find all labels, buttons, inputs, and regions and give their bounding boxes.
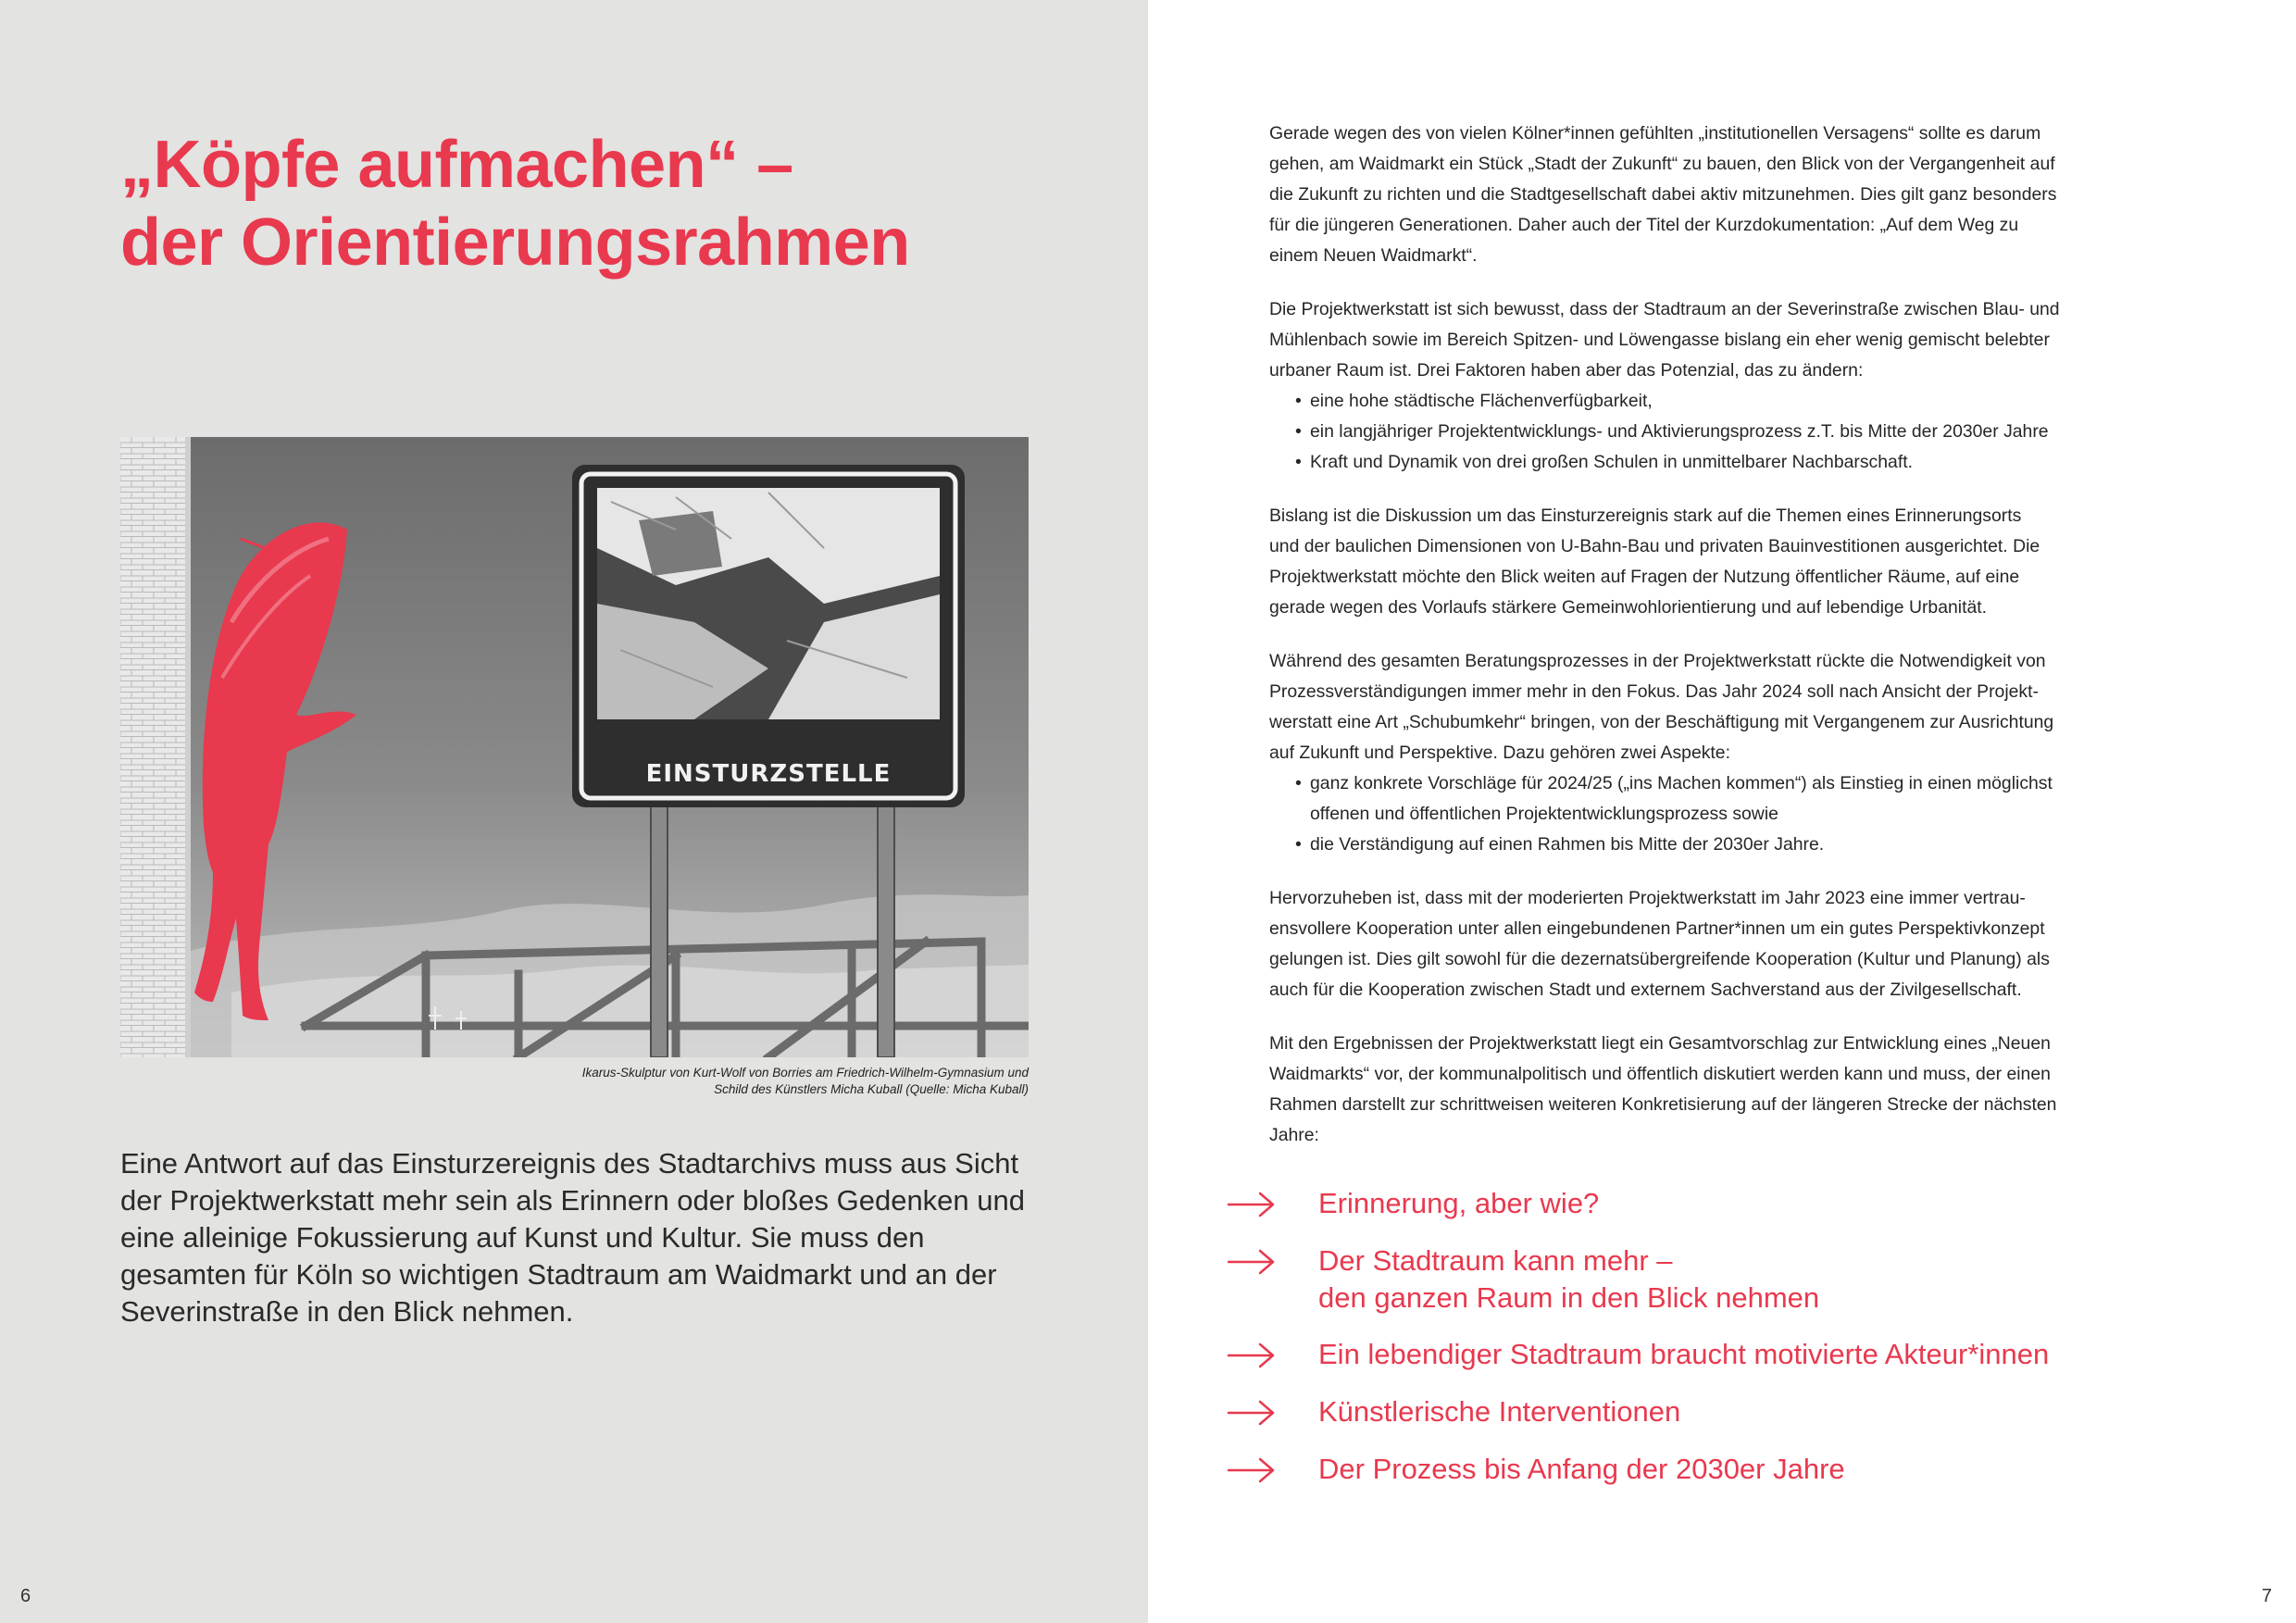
list-item-text: Kraft und Dynamik von drei großen Schulen in unmittelbarer Nachbarschaft. (1310, 452, 1913, 472)
agenda-item-label (1318, 1242, 1819, 1317)
text-line: gelungen ist. Dies gilt sowohl für die dezernatsübergreifende Kooperation (Kultur und Planung) als (1269, 949, 2050, 969)
text-line: Prozessverständigungen immer mehr in den Fokus. Das Jahr 2024 soll nach Ansicht der Projekt- (1269, 681, 2039, 702)
list-item-text: ein langjähriger Projektentwicklungs- und Aktivierungsprozess z.T. bis Mitte der 2030er Jahre (1310, 421, 2049, 442)
agenda-item-label (1318, 1393, 1680, 1430)
agenda-item (1227, 1185, 2245, 1223)
bullet-list (1269, 768, 2180, 860)
text-line: Waidmarkts“ vor, der kommunalpolitisch und öffentlich diskutiert werden kann und muss, der einen (1269, 1064, 2051, 1084)
agenda-item (1227, 1336, 2245, 1374)
agenda-line: Ein lebendiger Stadtraum braucht motivierte Akteur*innen (1318, 1338, 2050, 1370)
paragraph-2 (1269, 294, 2180, 478)
caption-line-2: Schild des Künstlers Micha Kuball (Quelle: Micha Kuball) (714, 1082, 1029, 1096)
title-line-2: der Orientierungsrahmen (120, 206, 910, 280)
text-line: ensvollere Kooperation unter allen eingebundenen Partner*innen um ein gutes Perspektivkonzept (1269, 918, 2045, 939)
text-line: und der baulichen Dimensionen von U-Bahn-Bau und privaten Bauinvestitionen ausgerichtet. Die (1269, 536, 2040, 556)
agenda-item-label (1318, 1185, 1599, 1222)
agenda-list (1227, 1185, 2245, 1508)
photo-sculpture-and-sign (120, 437, 1029, 1057)
list-item (1269, 447, 2180, 478)
list-item-text: ganz konkrete Vorschläge für 2024/25 („ins Machen kommen“) als Einstieg in einen möglichst (1310, 773, 2053, 793)
text-line: Hervorzuheben ist, dass mit der moderierten Projektwerkstatt im Jahr 2023 eine immer vertrau- (1269, 888, 2026, 908)
list-item (1269, 768, 2180, 830)
text-line: auch für die Kooperation zwischen Stadt und externem Sachverstand aus der Zivilgesellschaft. (1269, 980, 2022, 1000)
arrow-right-icon (1227, 1337, 1277, 1374)
agenda-item-label (1318, 1451, 1845, 1488)
list-item (1269, 830, 2180, 860)
paragraph-4 (1269, 646, 2180, 860)
text-line: Gerade wegen des von vielen Kölner*innen gefühlten „institutionellen Versagens“ sollte es darum (1269, 123, 2041, 144)
agenda-item (1227, 1242, 2245, 1317)
text-line: Bislang ist die Diskussion um das Einsturzereignis stark auf die Themen eines Erinnerungsorts (1269, 506, 2022, 526)
bullet-icon: • (1295, 773, 1302, 793)
paragraph-6 (1269, 1029, 2180, 1151)
text-line: werstatt eine Art „Schubumkehr“ bringen, von der Beschäftigung mit Vergangenem zur Ausrichtung (1269, 712, 2054, 732)
list-item-text: die Verständigung auf einen Rahmen bis Mitte der 2030er Jahre. (1310, 834, 1825, 855)
agenda-item (1227, 1393, 2245, 1431)
list-item-text: offenen und öffentlichen Projektentwicklungsprozess sowie (1310, 804, 1778, 824)
text-line: Die Projektwerkstatt ist sich bewusst, dass der Stadtraum an der Severinstraße zwischen Blau- und (1269, 299, 2060, 319)
agenda-line: Der Stadtraum kann mehr – (1318, 1244, 1673, 1277)
list-item (1269, 417, 2180, 447)
text-line: gehen, am Waidmarkt ein Stück „Stadt der Zukunft“ zu bauen, den Blick von der Vergangenheit auf (1269, 154, 2055, 174)
text-line: Während des gesamten Beratungsprozesses in der Projektwerkstatt rückte die Notwendigkeit von (1269, 651, 2046, 671)
arrow-right-icon (1227, 1394, 1277, 1431)
text-line: einem Neuen Waidmarkt“. (1269, 245, 1478, 266)
bullet-icon: • (1295, 421, 1302, 442)
paragraph-1 (1269, 119, 2180, 271)
text-line: Mühlenbach sowie im Bereich Spitzen- und Löwengasse bislang ein eher wenig gemischt belebter (1269, 330, 2050, 350)
text-line: auf Zukunft und Perspektive. Dazu gehören zwei Aspekte: (1269, 743, 1730, 763)
page-number-left: 6 (20, 1586, 31, 1606)
text-line: Projektwerkstatt möchte den Blick weiten auf Fragen der Nutzung öffentlicher Räume, auf eine (1269, 567, 2020, 587)
agenda-line: den ganzen Raum in den Blick nehmen (1318, 1281, 1820, 1314)
lead-paragraph: Eine Antwort auf das Einsturzereignis des Stadtarchivs muss aus Sicht der Projektwerkstatt mehr sein als Erinnern oder bloßes Gedenken und eine alleinige Fokussierung auf Kunst und Kultur. Sie muss den gesamten für Köln so wichtigen Stadtraum am Waidmarkt und an der Severinstraße in den Blick nehmen. (120, 1147, 1025, 1328)
bullet-icon: • (1295, 391, 1302, 411)
agenda-item (1227, 1451, 2245, 1489)
body-text-column (1269, 119, 2180, 1174)
bullet-icon: • (1295, 452, 1302, 472)
photo-illustration (120, 437, 1029, 1057)
arrow-right-icon (1227, 1186, 1277, 1223)
agenda-line: Der Prozess bis Anfang der 2030er Jahre (1318, 1453, 1845, 1485)
list-item (1269, 386, 2180, 417)
list-item-text: eine hohe städtische Flächenverfügbarkeit, (1310, 391, 1653, 411)
text-line: Rahmen darstellt zur schrittweisen weiteren Konkretisierung auf der längeren Strecke der nächsten (1269, 1094, 2057, 1115)
agenda-item-label (1318, 1336, 2049, 1373)
text-line: für die jüngeren Generationen. Daher auch der Titel der Kurzdokumentation: „Auf dem Weg zu (1269, 215, 2019, 235)
page-number-right: 7 (2261, 1586, 2272, 1606)
sign-text: EINSTURZSTELLE (645, 760, 892, 788)
title-line-1: „Köpfe aufmachen“ – (120, 128, 793, 202)
agenda-line: Erinnerung, aber wie? (1318, 1187, 1600, 1219)
paragraph-5 (1269, 883, 2180, 1005)
text-line: Mit den Ergebnissen der Projektwerkstatt liegt ein Gesamtvorschlag zur Entwicklung eines „Neuen (1269, 1033, 2051, 1054)
arrow-right-icon (1227, 1243, 1277, 1280)
photo-caption (398, 1065, 1029, 1098)
text-line: gerade wegen des Vorlaufs stärkere Gemeinwohlorientierung und auf lebendige Urbanität. (1269, 597, 1988, 618)
bullet-list (1269, 386, 2180, 478)
text-line: die Zukunft zu richten und die Stadtgesellschaft dabei aktiv mitzunehmen. Dies gilt ganz besonders (1269, 184, 2057, 205)
arrow-right-icon (1227, 1452, 1277, 1489)
paragraph-3 (1269, 501, 2180, 623)
caption-line-1: Ikarus-Skulptur von Kurt-Wolf von Borries am Friedrich-Wilhelm-Gymnasium und (581, 1066, 1029, 1080)
text-line: Jahre: (1269, 1125, 1319, 1145)
page-title (120, 126, 1046, 281)
bullet-icon: • (1295, 834, 1302, 855)
agenda-line: Künstlerische Interventionen (1318, 1395, 1681, 1428)
text-line: urbaner Raum ist. Drei Faktoren haben aber das Potenzial, das zu ändern: (1269, 360, 1864, 381)
